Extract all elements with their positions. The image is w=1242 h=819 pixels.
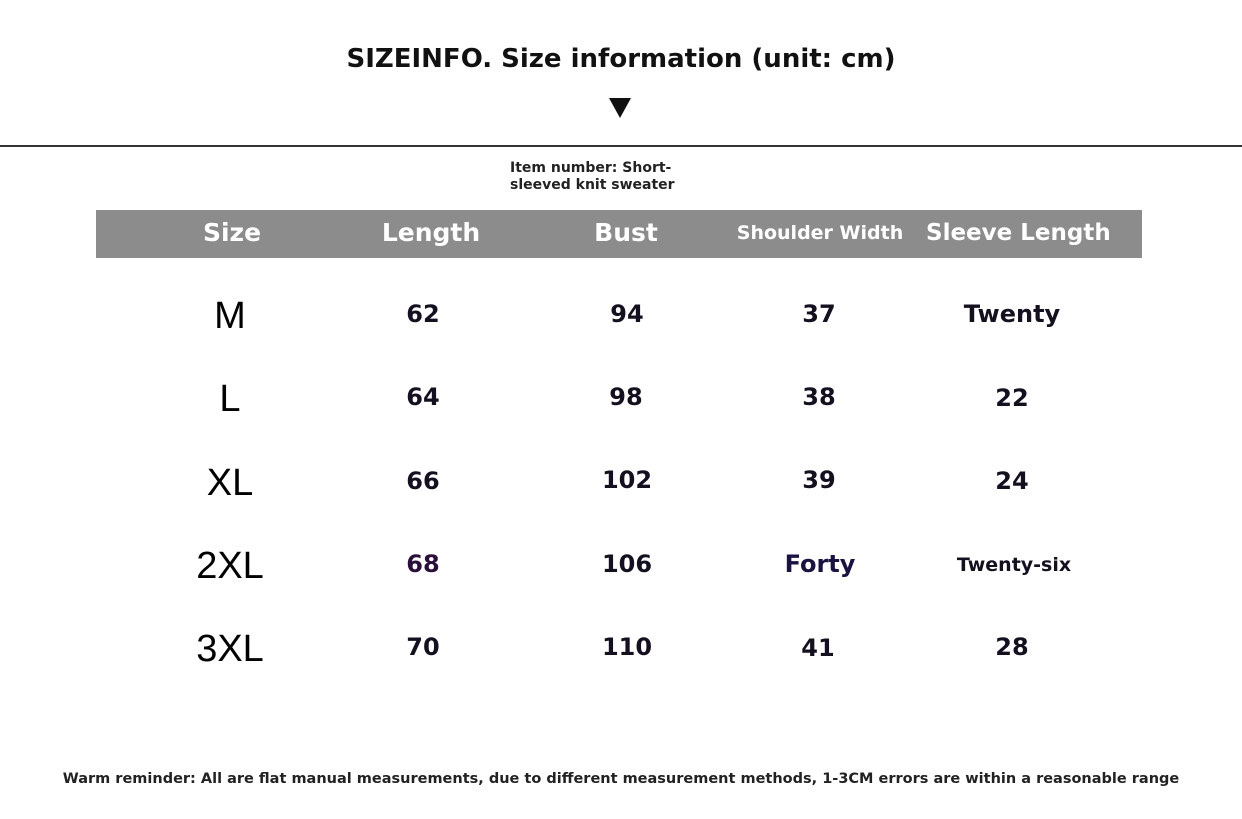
shoulder-width-cell: 39 <box>802 466 836 494</box>
bust-cell: 102 <box>601 466 653 494</box>
sleeve-length-cell: 24 <box>995 467 1029 495</box>
page-title: SIZEINFO. Size information (unit: cm) <box>346 44 896 74</box>
size-cell: XL <box>206 462 254 504</box>
size-cell: 3XL <box>196 628 264 670</box>
divider-line <box>0 145 1242 147</box>
size-table-header <box>96 210 1142 258</box>
bust-cell: 94 <box>610 300 644 328</box>
size-cell: M <box>214 295 246 337</box>
header-size: Size <box>202 218 262 247</box>
shoulder-width-cell: 38 <box>802 383 836 411</box>
shoulder-width-cell: 37 <box>802 300 836 328</box>
size-cell: L <box>219 378 241 420</box>
bust-cell: 98 <box>609 383 643 411</box>
length-cell: 66 <box>406 467 440 495</box>
length-cell: 70 <box>406 633 440 661</box>
length-cell: 62 <box>406 300 440 328</box>
shoulder-width-cell: 41 <box>801 634 835 662</box>
header-bust: Bust <box>594 218 658 247</box>
bust-cell: 106 <box>601 550 653 578</box>
header-length: Length <box>381 218 481 247</box>
down-triangle-icon <box>609 98 631 118</box>
header-sleeve-length: Sleeve Length <box>926 220 1111 246</box>
length-cell: 68 <box>406 550 440 578</box>
header-shoulder-width: Shoulder Width <box>736 222 904 244</box>
size-cell: 2XL <box>196 545 264 587</box>
item-number-label: Item number: Short-sleeved knit sweater <box>510 160 675 193</box>
sleeve-length-cell: 28 <box>995 633 1029 661</box>
sleeve-length-cell: Twenty-six <box>956 554 1072 576</box>
warm-reminder-note: Warm reminder: All are flat manual measurements, due to different measurement methods, 1-3CM errors are within a reasonable range <box>62 771 1180 787</box>
shoulder-width-cell: Forty <box>784 550 856 578</box>
bust-cell: 110 <box>601 633 653 661</box>
length-cell: 64 <box>406 383 440 411</box>
sleeve-length-cell: Twenty <box>963 300 1061 328</box>
sleeve-length-cell: 22 <box>995 384 1029 412</box>
